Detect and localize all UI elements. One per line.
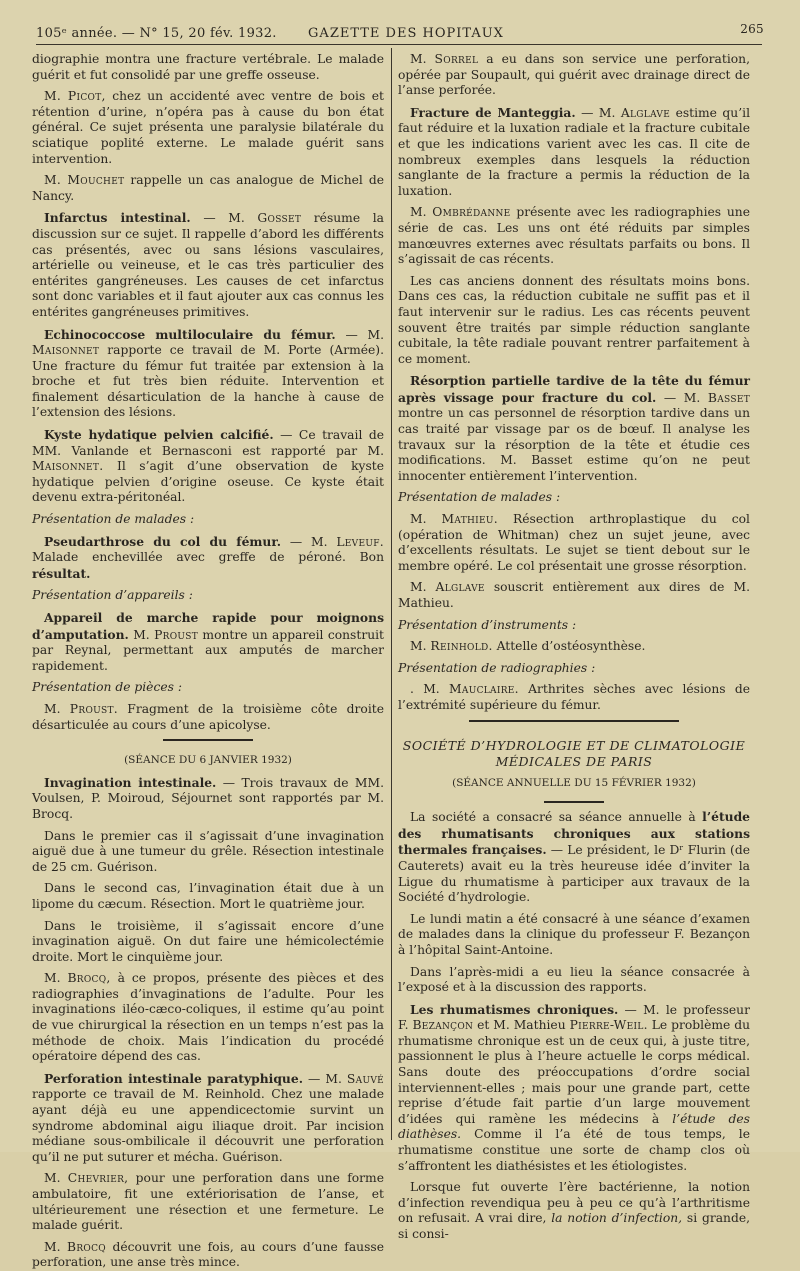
paragraph-text: M. — [44, 971, 68, 986]
paragraph — [32, 327, 384, 422]
author-name: Leveuf. — [336, 534, 384, 549]
author-name: Basset — [707, 390, 751, 405]
author-name: Reinhold. — [430, 639, 493, 654]
issue-info: 105ᵉ année. — N° 15, 20 fév. 1932. — [36, 26, 277, 41]
paragraph — [32, 610, 384, 674]
paragraph — [32, 775, 384, 823]
subsection-heading: Présentation de malades : — [32, 512, 195, 527]
section-title: Infarctus intestinal. — [44, 210, 191, 226]
author-name: Proust. — [69, 701, 118, 716]
section-title: l’étude des rhumatisants chroniques aux stations thermales françaises. — [398, 809, 750, 858]
paragraph-text: M. — [44, 1239, 67, 1254]
author-name: Ombrédanne — [432, 205, 511, 220]
paragraph — [398, 682, 750, 713]
author-name: Brocq, — [67, 971, 111, 986]
paragraph-text: et M. Mathieu — [473, 1018, 570, 1033]
paragraph: Le lundi matin a été consacré à une séance d’examen de malades dans la clinique du professeur F. Bezançon à l’hôpital Saint-Antoine. — [398, 911, 750, 957]
paragraph-text: Attelle d’ostéosynthèse. — [492, 639, 646, 654]
paragraph — [32, 1071, 384, 1166]
session-label: (SÉANCE ANNUELLE DU 15 FÉVRIER 1932) — [452, 776, 696, 789]
paragraph-text: — M. — [335, 327, 384, 342]
paragraph-text: pour une perforation dans une forme ambulatoire, fit une extériorisation de l’anse, et ultérieurement une résection et une fermeture. Le malade guérit. — [32, 1171, 384, 1233]
paragraph — [32, 89, 384, 167]
paragraph-text: — M. — [281, 534, 337, 549]
section-title: Résorption partielle tardive de la tête du fémur après vissage pour fracture du col. — [398, 373, 750, 405]
paragraph — [398, 205, 750, 267]
paragraph — [32, 534, 384, 583]
paragraph-text: Il s’agit d’une observation de kyste hydatique pelvien d’origine oseuse. Ce kyste était devenu extra-péritonéal. — [32, 459, 384, 505]
right-column — [398, 52, 751, 1241]
paragraph-text: — M. le professeur F. — [398, 1002, 750, 1033]
session-heading — [32, 739, 384, 769]
section-title: Invagination intestinale. — [44, 774, 217, 790]
paragraph-text: . M. — [410, 682, 450, 697]
paragraph-text: — Ce travail de MM. Vanlande et Bernasconi est rapporté par M. — [32, 428, 385, 458]
paragraph — [398, 580, 750, 611]
paragraph — [32, 1171, 384, 1233]
divider — [163, 739, 253, 741]
paragraph — [398, 52, 750, 99]
paragraph-text: M. — [410, 639, 431, 654]
paragraph-text: M. — [44, 1171, 68, 1186]
paragraph-text: rapporte ce travail de M. Reinhold. Chez une malade ayant déjà eu une appendicectomie survint un syndrome abdominal aigu iliaque droit. Par incision médiane sous-ombilicale il découvrit une perforation qu’il ne put suturer et mécha. Guérison. — [32, 1087, 384, 1164]
paragraph-text: si grande, si consi- — [398, 1211, 751, 1241]
paragraph — [398, 1180, 750, 1242]
paragraph-text: — M. — [302, 1071, 347, 1086]
paragraph — [32, 210, 384, 320]
paragraph-text: M. — [410, 512, 442, 527]
paragraph — [398, 373, 750, 484]
paragraph-text: — M. — [190, 211, 258, 226]
paragraph-text: M. — [410, 205, 433, 220]
author-name: Proust — [154, 627, 199, 642]
paragraph — [398, 1002, 750, 1175]
session-label: (SÉANCE DU 6 JANVIER 1932) — [124, 754, 292, 767]
paragraph-text: résume la discussion sur ce sujet. Il rappelle d’abord les différents cas présentés, avec ou sans lésions vasculaires, artérielle ou veineuse, et le cas très particulier des entérites gangréneuses. Les causes de cet infarctus sont donc variables et il faut ajouter aux cas connus les entérites gangréneuses primitives. — [32, 211, 384, 319]
paragraph-text: à ce propos, présente des pièces et des radiographies d’invaginations de l’adulte. Pour les invaginations iléo-cæco-coliques, il estime qu’au point de vue chirurgical la résection en un temps n’est pas la méthode de choix. Mais l’indication du procédé opératoire dépend des cas. — [32, 971, 384, 1064]
subsection-heading: Présentation d’appareils : — [32, 588, 193, 603]
paragraph-text: l’étude des diathèses. — [398, 1111, 750, 1142]
divider — [544, 801, 604, 803]
column-divider — [391, 48, 392, 1140]
page-header — [36, 22, 764, 44]
author-name: Sauvé — [346, 1071, 384, 1086]
paragraph-text: rapporte ce travail de M. Porte (Armée). Une fracture du fémur fut traitée par extension à la broche et fut très bien réduite. Intervention et finalement désarticulation de la hanche à cause de l’extension des lésions. — [32, 343, 384, 420]
paragraph-text: — Trois travaux de MM. Voulsen, P. Moiroud, Séjournet sont rapportés par M. Brocq. — [32, 775, 384, 821]
subsection-heading: Présentation de malades : — [398, 490, 561, 505]
paragraph-text: Lorsque fut ouverte l’ère bactérienne, la notion d’infection revendiqua peu à peu ce qu’à l’arthritisme on refusait. A vrai dire, — [398, 1180, 750, 1226]
paragraph-text: chez un accidenté avec ventre de bois et rétention d’urine, n’opéra pas à cause du bon état général. Ce sujet présenta une paralysie bilatérale du sciatique poplité externe. Le malade guérit sans intervention. — [32, 89, 384, 166]
paragraph-text: La société a consacré sa séance annuelle à — [410, 810, 703, 825]
paragraph-text: Arthrites sèches avec lésions de l’extrémité supérieure du fémur. — [398, 682, 750, 712]
paragraph-text: M. — [44, 701, 70, 716]
paragraph-text: M. — [410, 580, 436, 595]
paragraph-text: Résection arthroplastique du col (opération de Whitman) chez un sujet jeune, avec d’excellents résultats. Le sujet se tient debout sur le membre opéré. Le col présentait une grosse résorption. — [398, 512, 750, 573]
paragraph-text: M. — [410, 52, 435, 66]
paragraph: Les cas anciens donnent des résultats moins bons. Dans ces cas, la réduction cubitale ne suffit pas et il faut intervenir sur le radius. Les cas récents peuvent souvent être traités par simple réduction sanglante cubitale, la tête radiale pouvant rentrer parfaitement à ce moment. — [398, 273, 750, 366]
section-title: Les rhumatismes chroniques. — [410, 1001, 619, 1017]
session-heading — [398, 776, 750, 804]
paragraph-text: estime qu’il faut réduire et la luxation radiale et la fracture cubitale et que les indications varient avec les cas. Il cite de nombreux exemples dans lesquels la réduction sanglante de la fracture a permis la réduction de la luxation. — [398, 105, 750, 198]
paragraph: Dans le troisième, il s’agissait encore d’une invagination aiguë. On dut faire une hémicolectémie droite. Mort le cinquième jour. — [32, 918, 384, 964]
left-column — [32, 52, 385, 1270]
subsection-heading: Présentation de pièces : — [32, 680, 182, 695]
header-rule — [36, 44, 762, 45]
paragraph — [32, 1240, 384, 1271]
paragraph-text: — Le président, le Dʳ Flurin (de Cauterets) avait eu la très heureuse idée d’inviter la Ligue du rhumatisme à participer aux travaux de la Société d’hydrologie. — [398, 843, 750, 905]
paragraph — [398, 512, 750, 574]
subsection-heading: Présentation d’instruments : — [398, 617, 577, 632]
paragraph-text: Le problème du rhumatisme chronique est un de ceux qui, à juste titre, passionnent le plus à l’heure actuelle le corps médical. Sans doute des préoccupations d’ordre social interviennent-elles ; mais pour une grande part, cette reprise d’étude fait partie d’un large mouvement d’idées qui ramène les médecins à — [398, 1018, 750, 1126]
paragraph-text: — M. — [656, 390, 708, 405]
paragraph — [32, 173, 384, 204]
author-name: Sorrel — [434, 52, 479, 66]
society-name: MÉDICALES DE PARIS — [495, 753, 653, 769]
paragraph — [398, 105, 750, 200]
author-name: M. Mouchet — [44, 173, 125, 188]
paragraph — [32, 971, 384, 1065]
society-heading — [398, 720, 750, 770]
paragraph-text: — M. — [575, 105, 621, 120]
section-title: Fracture de Manteggia. — [410, 104, 576, 120]
paragraph-text: a eu dans son service une perforation, opérée par Soupault, qui guérit avec drainage direct de l’anse perforée. — [398, 52, 750, 98]
paragraph: Dans le premier cas il s’agissait d’une invagination aiguë due à une tumeur du grêle. Résection intestinale de 25 cm. Guérison. — [32, 828, 384, 874]
author-name: Mauclaire. — [449, 682, 519, 697]
paragraph-text: Fragment de la troisième côte droite désarticulée au cours d’une apicolyse. — [32, 701, 384, 732]
paragraph — [32, 427, 384, 506]
author-name: Alglave — [435, 580, 485, 595]
paragraph-text: découvrit une fois, au cours d’une fausse perforation, une anse très mince. — [32, 1239, 384, 1270]
section-title: Appareil de marche rapide pour moignons d’amputation. — [32, 610, 384, 642]
paragraph: Dans le second cas, l’invagination était due à un lipome du cæcum. Résection. Mort le quatrième jour. — [32, 881, 384, 911]
divider — [469, 720, 679, 722]
paragraph-text: M. — [128, 627, 155, 642]
paragraph — [32, 702, 384, 733]
paragraph-text: présente avec les radiographies une série de cas. Les uns ont été réduits par simples manœuvres externes avec résultats parfaits ou bons. Il s’agissait de cas récents. — [398, 205, 750, 267]
paragraph-text: résultat. — [32, 565, 91, 581]
author-name: Maisonnet — [32, 343, 100, 358]
page-number: 265 — [740, 22, 764, 36]
author-name: Mathieu. — [441, 512, 498, 527]
paragraph-text: Comme il l’a été de tous temps, le rhumatisme constitue une sorte de champ clos où s’affrontent les diathésistes et les étiologistes. — [398, 1127, 750, 1173]
paragraph: diographie montra une fracture vertébrale. Le malade guérit et fut consolidé par une greffe osseuse. — [32, 52, 384, 82]
paragraph-text: montre un cas personnel de résorption tardive dans un cas traité par vissage par os de bœuf. Il analyse les travaux sur la résorption de la tête et étudie ces modifications. M. Basset estime qu’on ne peut innocenter entièrement l’intervention. — [398, 406, 750, 483]
paragraph-text: montre un appareil construit par Reynal, permettant aux amputés de marcher rapidement. — [32, 627, 384, 673]
paragraph-text: souscrit entièrement aux dires de M. Mathieu. — [398, 580, 750, 610]
paragraph-text: Malade enchevillée avec greffe de péroné. Bon — [32, 550, 384, 565]
author-name: M. Picot, — [44, 89, 106, 104]
author-name: Chevrier, — [67, 1171, 129, 1186]
author-name: Bezançon — [412, 1018, 474, 1033]
paragraph: Dans l’après-midi a eu lieu la séance consacrée à l’exposé et à la discussion des rapports. — [398, 964, 750, 995]
section-title: Pseudarthrose du col du fémur. — [44, 533, 282, 549]
society-name: SOCIÉTÉ D’HYDROLOGIE ET DE CLIMATOLOGIE — [402, 737, 746, 753]
author-name: Alglave — [620, 105, 671, 120]
paragraph-text: rappelle un cas analogue de Michel de Nancy. — [32, 173, 384, 203]
author-name: Maisonnet. — [32, 459, 104, 474]
author-name: Gosset — [257, 211, 302, 226]
section-title: Kyste hydatique pelvien calcifié. — [44, 427, 274, 443]
journal-title: GAZETTE DES HOPITAUX — [308, 26, 504, 41]
section-title: Echinococcose multiloculaire du fémur. — [44, 326, 336, 342]
section-title: Perforation intestinale paratyphique. — [44, 1070, 303, 1086]
subsection-heading: Présentation de radiographies : — [398, 660, 596, 675]
author-name: Pierre-Weil. — [569, 1018, 648, 1033]
paragraph — [398, 639, 750, 655]
author-name: Brocq — [67, 1239, 106, 1254]
paragraph — [398, 809, 750, 906]
paragraph-text: la notion d’infection, — [551, 1211, 683, 1226]
